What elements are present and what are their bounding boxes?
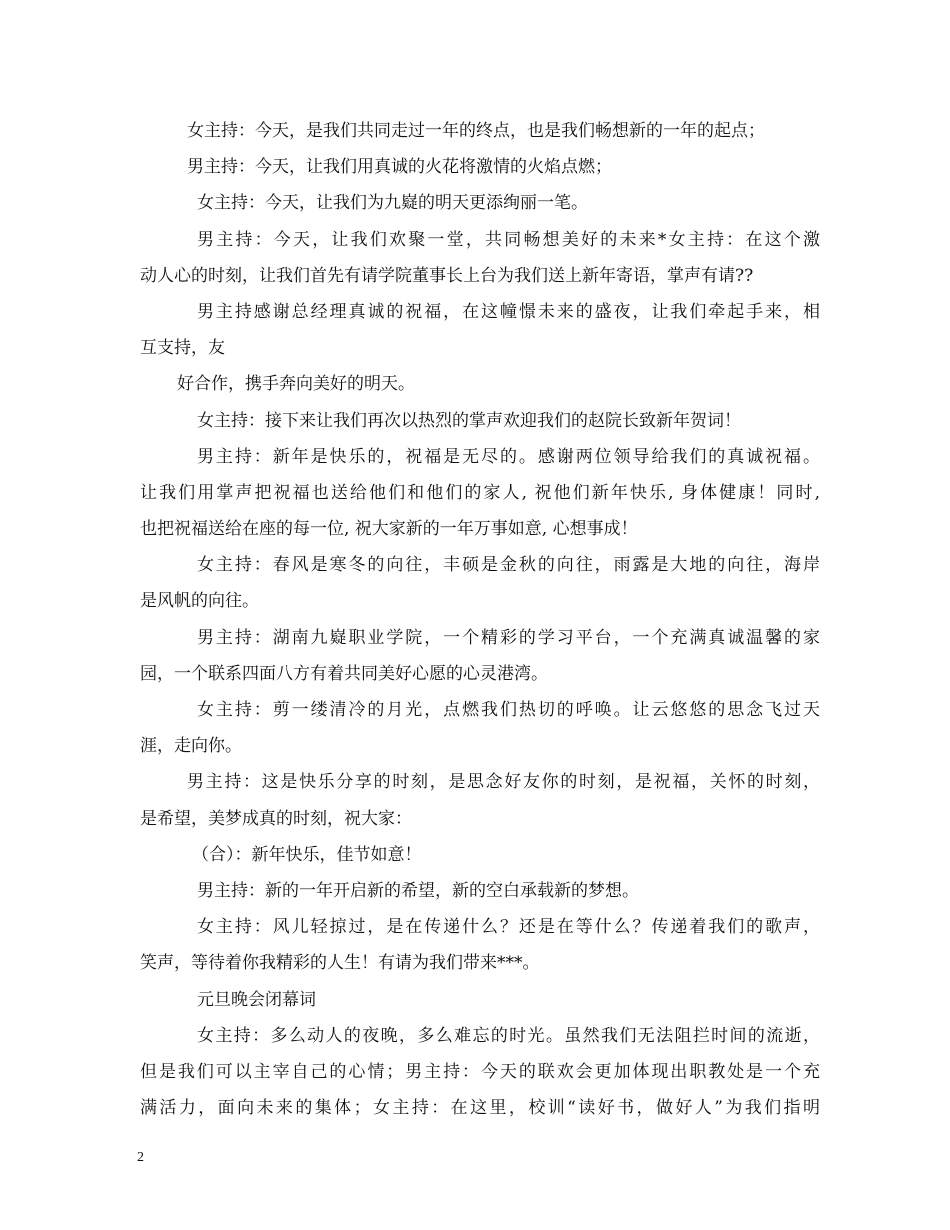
paragraph-line: 但是我们可以主宰自己的心情；男主持：今天的联欢会更加体现出职教处是一个充 xyxy=(140,1061,820,1082)
paragraph-line: 涯，走向你。 xyxy=(140,736,242,757)
paragraph-line: 男主持：新的一年开启新的希望，新的空白承载新的梦想。 xyxy=(197,880,639,901)
page-number: 2 xyxy=(137,1150,144,1165)
paragraph-line: 互支持，友 xyxy=(140,338,225,359)
paragraph-line: 好合作，携手奔向美好的明天。 xyxy=(177,374,415,395)
paragraph-line: 男主持感谢总经理真诚的祝福，在这幢憬未来的盛夜，让我们牵起手来，相 xyxy=(197,301,820,322)
paragraph-line: 女主持：春风是寒冬的向往，丰硕是金秋的向往，雨露是大地的向往，海岸 xyxy=(197,555,820,576)
paragraph-line: 女主持：多么动人的夜晚，多么难忘的时光。虽然我们无法阻拦时间的流逝， xyxy=(197,1025,820,1046)
paragraph-line: 男主持：今天，让我们用真诚的火花将激情的火焰点燃； xyxy=(187,157,612,178)
paragraph-line: 女主持：今天，让我们为九嶷的明天更添绚丽一笔。 xyxy=(197,193,588,214)
paragraph-line: 满活力，面向未来的集体；女主持：在这里，校训“读好书，做好人”为我们指明 xyxy=(140,1098,820,1119)
paragraph-line: 让我们用掌声把祝福也送给他们和他们的家人, 祝他们新年快乐, 身体健康！同时, xyxy=(140,482,820,503)
paragraph-line: 男主持：新年是快乐的，祝福是无尽的。感谢两位领导给我们的真诚祝福。 xyxy=(197,446,820,467)
paragraph-line: 女主持：剪一缕清冷的月光，点燃我们热切的呼唤。让云悠悠的思念飞过天 xyxy=(197,700,820,720)
document-body xyxy=(140,113,820,1126)
paragraph-line: 是风帆的向往。 xyxy=(140,591,259,612)
paragraph-line: 也把祝福送给在座的每一位, 祝大家新的一年万事如意, 心想事成！ xyxy=(140,519,638,540)
paragraph-line: （合）：新年快乐，佳节如意！ xyxy=(192,844,422,865)
paragraph-line: 男主持：这是快乐分享的时刻，是思念好友你的时刻，是祝福，关怀的时刻， xyxy=(187,772,820,793)
paragraph-line: 是希望，美梦成真的时刻，祝大家： xyxy=(140,808,412,829)
paragraph-line: 女主持：风儿轻掠过，是在传递什么？还是在等什么？传递着我们的歌声， xyxy=(197,917,820,938)
paragraph-line: 动人心的时刻，让我们首先有请学院董事长上台为我们送上新年寄语，掌声有请?? xyxy=(140,265,754,286)
section-heading: 元旦晚会闭幕词 xyxy=(197,989,316,1010)
paragraph-line: 园，一个联系四面八方有着共同美好心愿的心灵港湾。 xyxy=(140,663,548,684)
paragraph-line: 女主持：接下来让我们再次以热烈的掌声欢迎我们的赵院长致新年贺词！ xyxy=(197,410,741,431)
paragraph-line: 笑声，等待着你我精彩的人生！有请为我们带来***。 xyxy=(140,953,540,974)
paragraph-line: 男主持：今天，让我们欢聚一堂，共同畅想美好的未来*女主持：在这个激 xyxy=(197,229,820,250)
paragraph-line: 男主持：湖南九嶷职业学院，一个精彩的学习平台，一个充满真诚温馨的家 xyxy=(197,627,820,648)
paragraph-line: 女主持：今天，是我们共同走过一年的终点，也是我们畅想新的一年的起点； xyxy=(187,121,765,141)
